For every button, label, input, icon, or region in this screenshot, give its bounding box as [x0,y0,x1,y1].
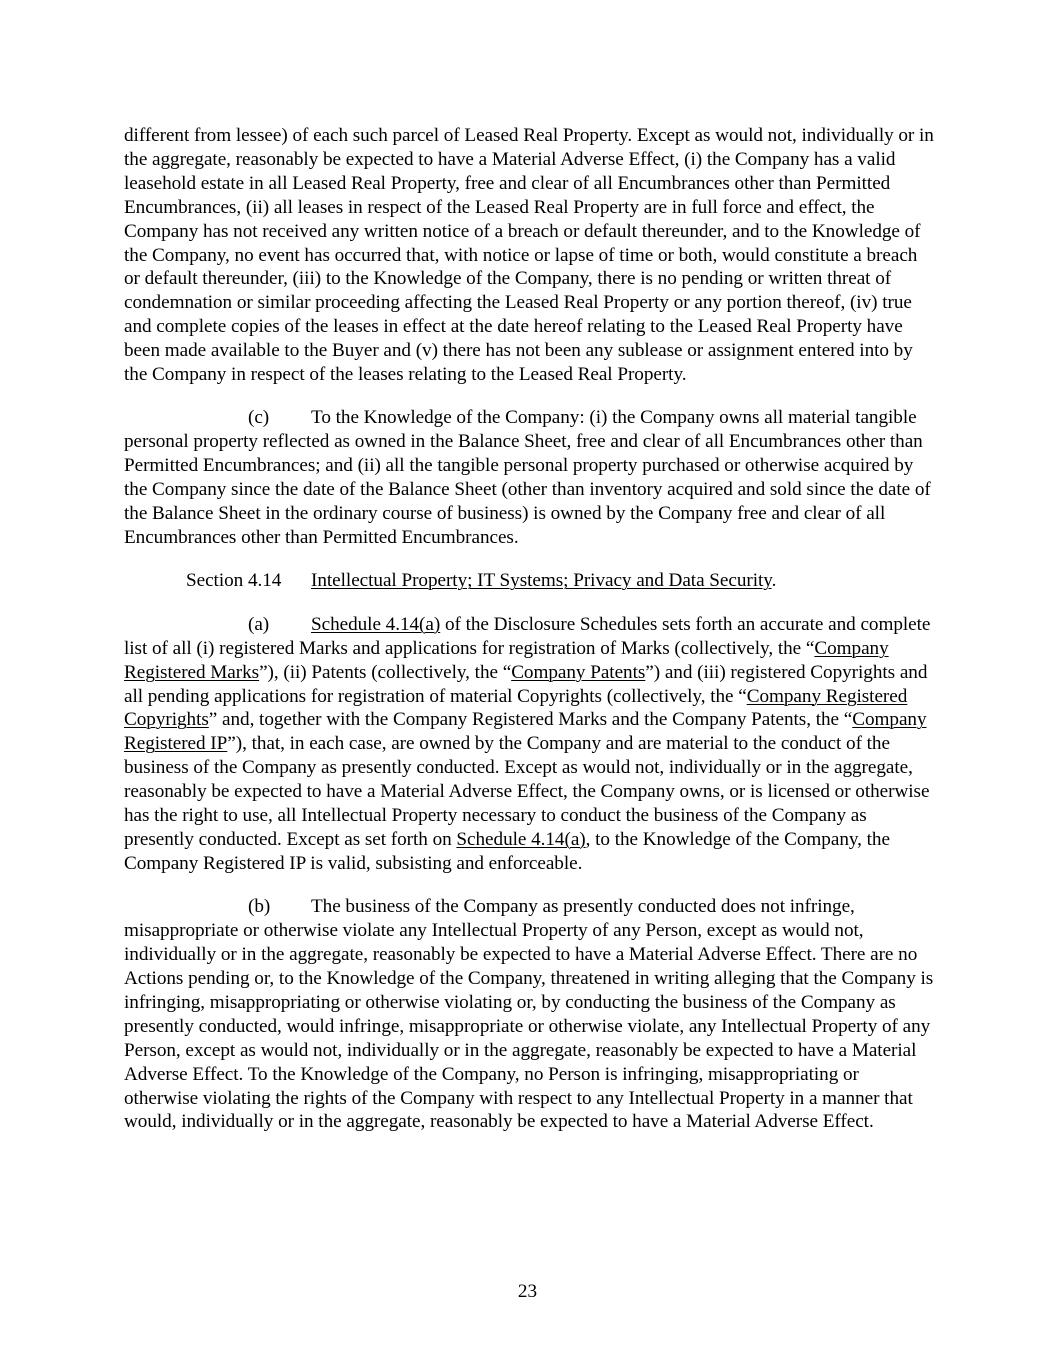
schedule-reference: Schedule 4.14(a) [311,613,441,635]
paragraph-a-text: ”), (ii) Patents (collectively, the “ [259,661,512,683]
document-body [124,124,934,1154]
paragraph-a-text: , to the Knowledge of the Company, the Company Registered IP is valid, subsisting and enforceable. [124,828,890,874]
paragraph-b-text: The business of the Company as presently conducted does not infringe, misappropriate or otherwise violate any Intellectual Property of any Person, except as would not, individually or in the aggregate, reasonably be expected to have a Material Adverse Effect. There are no Actions pending or, to the Knowledge of the Company, threatened in writing alleging that the Company is infringing, misappropriating or otherwise violating or, by conducting the business of the Company as presently conducted, would infringe, misappropriate or otherwise violate, any Intellectual Property of any Person, except as would not, individually or in the aggregate, reasonably be expected to have a Material Adverse Effect. To the Knowledge of the Company, no Person is infringing, misappropriating or otherwise violating the rights of the Company with respect to any Intellectual Property in a manner that would, individually or in the aggregate, reasonably be expected to have a Material Adverse Effect. [124,896,934,1133]
paragraph-marker-b: (b) [248,896,271,918]
section-title-period: . [771,570,777,592]
schedule-reference: Schedule 4.14(a) [456,828,586,850]
defined-term-company-registered-ip: Company Registered IP [124,709,927,755]
paragraph-a-text: ” and, together with the Company Registered Marks and the Company Patents, the “ [208,709,853,731]
defined-term-company-patents: Company Patents [511,661,646,683]
section-number: Section 4.14 [186,570,282,592]
paragraph-a-text: of the Disclosure Schedules sets forth an accurate and complete list of all (i) registered Marks and applications for registration of Marks (collectively, the “ [124,613,931,659]
page-number: 23 [517,1281,538,1302]
paragraph-leased-real-property-continued: different from lessee) of each such parcel of Leased Real Property. Except as would not, individually or in the aggregate, reasonably be expected to have a Material Adverse Effect, (i) the Company has a valid leasehold estate in all Leased Real Property, free and clear of all Encumbrances other than Permitted Encumbrances, (ii) all leases in respect of the Leased Real Property are in full force and effect, the Company has not received any written notice of a breach or default thereunder, and to the Knowledge of the Company, no event has occurred that, with notice or lapse of time or both, would constitute a breach or default thereunder, (iii) to the Knowledge of the Company, there is no pending or written threat of condemnation or similar proceeding affecting the Leased Real Property or any portion thereof, (iv) true and complete copies of the leases in effect at the date hereof relating to the Leased Real Property have been made available to the Buyer and (v) there has not been any sublease or assignment entered into by the Company in respect of the leases relating to the Leased Real Property. [124,125,934,386]
paragraph-marker-c: (c) [248,407,270,429]
paragraph-b [124,895,934,1134]
paragraph-a [124,613,934,876]
section-title: Intellectual Property; IT Systems; Privacy and Data Security [311,570,772,592]
defined-term-company-registered-marks: Company Registered Marks [124,637,889,683]
paragraph-c-text: To the Knowledge of the Company: (i) the Company owns all material tangible personal property reflected as owned in the Balance Sheet, free and clear of all Encumbrances other than Permitted Encumbrances; and (ii) all the tangible personal property purchased or otherwise acquired by the Company since the date of the Balance Sheet (other than inventory acquired and sold since the date of the Balance Sheet in the ordinary course of business) is owned by the Company free and clear of all Encumbrances other than Permitted Encumbrances. [124,407,931,548]
paragraph-a-text: ”), that, in each case, are owned by the Company and are material to the conduct of the business of the Company as presently conducted. Except as would not, individually or in the aggregate, reasonably be expected to have a Material Adverse Effect, the Company owns, or is licensed or otherwise has the right to use, all Intellectual Property necessary to conduct the business of the Company as presently conducted. Except as set forth on [124,733,930,850]
paragraph-a-text: ”) and (iii) registered Copyrights and all pending applications for registration of material Copyrights (collectively, the “ [124,661,928,707]
section-heading-4-14 [124,569,934,593]
paragraph-c [124,406,934,549]
paragraph-marker-a: (a) [248,613,270,635]
defined-term-company-registered-copyrights: Company Registered Copyrights [124,685,908,731]
